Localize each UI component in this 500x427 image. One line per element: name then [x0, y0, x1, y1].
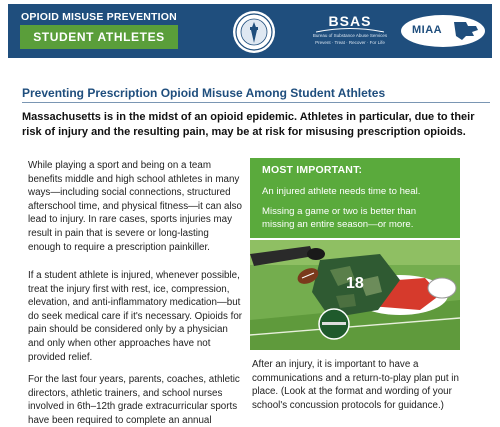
state-seal-icon — [232, 10, 276, 54]
bsas-name: BSAS — [328, 13, 372, 29]
title-divider — [22, 102, 490, 103]
brand-logo — [20, 11, 178, 51]
right-paragraph-1: After an injury, it is important to have a communications and a return-to-play plan put in place. (Look at the format and wording of your school's concussion protocols for guidance.) — [252, 359, 459, 411]
left-paragraph-3: For the last four years, parents, coaches, athletic directors, athletic trainers, and school nurses involved in 6th–12th grade extracurricular sports have been required to complete an annual — [28, 374, 240, 426]
brand-line-2: STUDENT ATHLETES — [20, 25, 178, 49]
intro-paragraph: Massachusetts is in the midst of an opioid epidemic. Athletes in particular, due to their risk of injury and the resulting pain, may be at risk for misusing prescription opioids. — [22, 111, 475, 138]
callout-heading: MOST IMPORTANT: — [262, 164, 363, 176]
left-column — [28, 159, 243, 427]
page-title: Preventing Prescription Opioid Misuse Among Student Athletes — [22, 86, 386, 100]
bsas-logo — [308, 13, 392, 51]
bsas-tagline-2: Prevent · Treat · Recover · For Life — [315, 40, 385, 45]
brand-line-1: OPIOID MISUSE PREVENTION — [21, 11, 177, 23]
miaa-logo — [400, 14, 486, 48]
bsas-tagline-1: Bureau of Substance Abuse Services — [312, 33, 388, 38]
miaa-name: MIAA — [412, 24, 443, 36]
callout-line-2: Missing a game or two is better than — [262, 206, 417, 217]
left-paragraph-2: If a student athlete is injured, whenever possible, treat the injury first with rest, ice, compression, elevation, and anti-inflammatory medication—but do seek medical care if it's necessary. Opioids for pain should be considered only by a physician and only when other approaches have not provided relief. — [28, 270, 243, 363]
header-banner — [8, 4, 492, 58]
callout-line-3: missing an entire season—or more. — [262, 219, 414, 230]
callout-line-1: An injured athlete needs time to heal. — [262, 186, 421, 197]
right-column — [252, 358, 472, 412]
most-important-callout — [250, 158, 460, 238]
left-paragraph-1: While playing a sport and being on a team benefits middle and high school athletes in many ways—including social connections, structured afterschool time, and physical fitness—it can also lead to injury. In rare cases, sports injuries may result in pain that is severe or long-lasting enough to require a prescription painkiller. — [28, 160, 243, 253]
jersey-number: 18 — [346, 275, 364, 292]
football-tackle-photo — [250, 240, 460, 350]
